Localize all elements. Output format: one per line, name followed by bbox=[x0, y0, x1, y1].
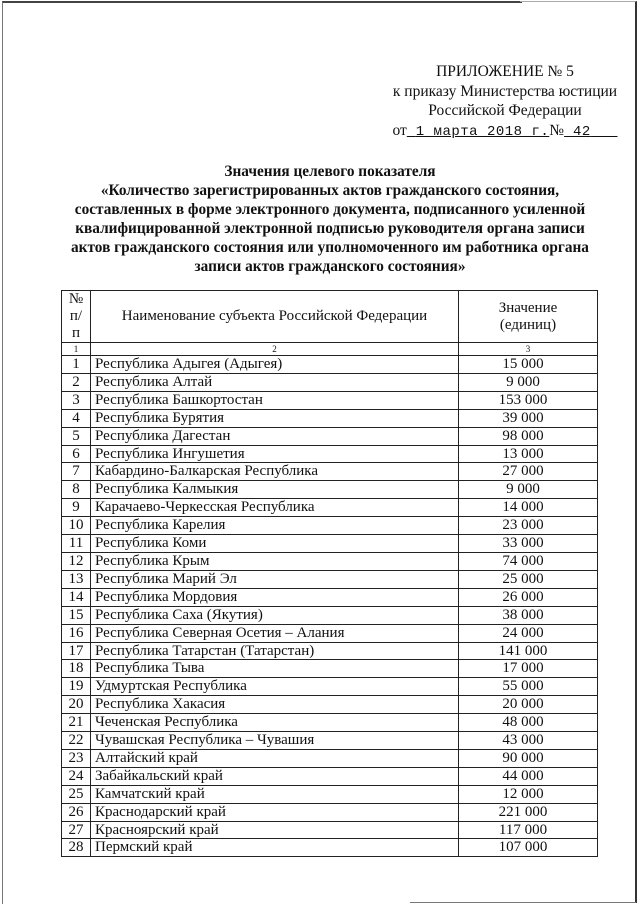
row-number: 19 bbox=[62, 678, 91, 696]
table-row bbox=[62, 588, 598, 606]
subject-name: Республика Тыва bbox=[91, 660, 459, 678]
table-row bbox=[62, 552, 598, 570]
table-row bbox=[62, 660, 598, 678]
table-row bbox=[62, 696, 598, 714]
target-value: 9 000 bbox=[459, 481, 598, 499]
row-number: 16 bbox=[62, 624, 91, 642]
target-value: 98 000 bbox=[459, 427, 598, 445]
table-row bbox=[62, 463, 598, 481]
appendix-label: ПРИЛОЖЕНИЕ № 5 bbox=[436, 63, 574, 80]
table-row bbox=[62, 678, 598, 696]
header-number: № п/п bbox=[62, 291, 91, 343]
document-title bbox=[60, 162, 600, 276]
table-row bbox=[62, 535, 598, 553]
order-number: 42 bbox=[572, 123, 591, 140]
column-index-row bbox=[62, 343, 598, 356]
subject-name: Республика Алтай bbox=[91, 373, 459, 391]
row-number: 26 bbox=[62, 803, 91, 821]
subject-name: Республика Мордовия bbox=[91, 588, 459, 606]
subject-name: Чеченская Республика bbox=[91, 714, 459, 732]
subject-name: Пермский край bbox=[91, 839, 459, 857]
target-value: 23 000 bbox=[459, 517, 598, 535]
row-number: 27 bbox=[62, 821, 91, 839]
subject-name: Республика Татарстан (Татарстан) bbox=[91, 642, 459, 660]
row-number: 28 bbox=[62, 839, 91, 857]
target-value: 74 000 bbox=[459, 552, 598, 570]
subject-name: Краснодарский край bbox=[91, 803, 459, 821]
title-line: Значения целевого показателя bbox=[224, 163, 436, 180]
target-value: 153 000 bbox=[459, 391, 598, 409]
row-number: 13 bbox=[62, 570, 91, 588]
subject-name: Кабардино-Балкарская Республика bbox=[91, 463, 459, 481]
table-row bbox=[62, 767, 598, 785]
column-index: 3 bbox=[459, 343, 598, 356]
target-value: 25 000 bbox=[459, 570, 598, 588]
table-row bbox=[62, 624, 598, 642]
subject-name: Алтайский край bbox=[91, 749, 459, 767]
row-number: 7 bbox=[62, 463, 91, 481]
subject-name: Республика Крым bbox=[91, 552, 459, 570]
subject-name: Республика Бурятия bbox=[91, 409, 459, 427]
header-value: Значение (единиц) bbox=[459, 291, 598, 343]
order-number-label: № bbox=[549, 121, 565, 139]
subject-name: Республика Саха (Якутия) bbox=[91, 606, 459, 624]
row-number: 21 bbox=[62, 714, 91, 732]
header-subject-name: Наименование субъекта Российской Федерации bbox=[91, 291, 459, 343]
title-line: записи актов гражданского состояния» bbox=[194, 258, 466, 275]
target-value: 38 000 bbox=[459, 606, 598, 624]
row-number: 23 bbox=[62, 749, 91, 767]
target-values-table bbox=[61, 290, 598, 857]
table-row bbox=[62, 409, 598, 427]
target-value: 33 000 bbox=[459, 535, 598, 553]
title-line: квалифицированной электронной подписью руководителя органа записи bbox=[75, 220, 585, 237]
row-number: 18 bbox=[62, 660, 91, 678]
subject-name: Удмуртская Республика bbox=[91, 678, 459, 696]
subject-name: Республика Ингушетия bbox=[91, 445, 459, 463]
target-value: 13 000 bbox=[459, 445, 598, 463]
table-row bbox=[62, 821, 598, 839]
subject-name: Республика Карелия bbox=[91, 517, 459, 535]
row-number: 22 bbox=[62, 732, 91, 750]
subject-name: Республика Калмыкия bbox=[91, 481, 459, 499]
target-value: 26 000 bbox=[459, 588, 598, 606]
row-number: 24 bbox=[62, 767, 91, 785]
table-row bbox=[62, 803, 598, 821]
row-number: 3 bbox=[62, 391, 91, 409]
table-row bbox=[62, 517, 598, 535]
table-row bbox=[62, 839, 598, 857]
subject-name: Красноярский край bbox=[91, 821, 459, 839]
subject-name: Республика Коми bbox=[91, 535, 459, 553]
table-row bbox=[62, 785, 598, 803]
subject-name: Карачаево-Черкесская Республика bbox=[91, 499, 459, 517]
row-number: 6 bbox=[62, 445, 91, 463]
order-reference: к приказу Министерства юстиции bbox=[392, 82, 618, 100]
table-row bbox=[62, 391, 598, 409]
table-row bbox=[62, 373, 598, 391]
row-number: 12 bbox=[62, 552, 91, 570]
table-row bbox=[62, 606, 598, 624]
row-number: 11 bbox=[62, 535, 91, 553]
target-value: 43 000 bbox=[459, 732, 598, 750]
row-number: 25 bbox=[62, 785, 91, 803]
page-border-bottom bbox=[410, 902, 636, 903]
row-number: 1 bbox=[62, 356, 91, 374]
subject-name: Республика Северная Осетия – Алания bbox=[91, 624, 459, 642]
title-line: «Количество зарегистрированных актов гражданского состояния, bbox=[100, 182, 560, 199]
subject-name: Забайкальский край bbox=[91, 767, 459, 785]
table-row bbox=[62, 356, 598, 374]
column-index: 2 bbox=[91, 343, 459, 356]
row-number: 9 bbox=[62, 499, 91, 517]
subject-name: Чувашская Республика – Чувашия bbox=[91, 732, 459, 750]
order-prefix: от bbox=[392, 121, 407, 139]
row-number: 20 bbox=[62, 696, 91, 714]
subject-name: Республика Дагестан bbox=[91, 427, 459, 445]
target-value: 55 000 bbox=[459, 678, 598, 696]
target-value: 117 000 bbox=[459, 821, 598, 839]
target-value: 221 000 bbox=[459, 803, 598, 821]
subject-name: Республика Башкортостан bbox=[91, 391, 459, 409]
title-line: составленных в форме электронного документа, подписанного усиленной bbox=[74, 201, 586, 218]
target-value: 141 000 bbox=[459, 642, 598, 660]
table-row bbox=[62, 570, 598, 588]
row-number: 2 bbox=[62, 373, 91, 391]
table-row bbox=[62, 427, 598, 445]
row-number: 10 bbox=[62, 517, 91, 535]
target-value: 39 000 bbox=[459, 409, 598, 427]
approval-block bbox=[370, 62, 640, 142]
table-row bbox=[62, 499, 598, 517]
table-row bbox=[62, 642, 598, 660]
table-row bbox=[62, 732, 598, 750]
target-value: 20 000 bbox=[459, 696, 598, 714]
table-row bbox=[62, 445, 598, 463]
target-value: 9 000 bbox=[459, 373, 598, 391]
target-value: 12 000 bbox=[459, 785, 598, 803]
row-number: 15 bbox=[62, 606, 91, 624]
order-date-line bbox=[370, 121, 640, 143]
target-value: 107 000 bbox=[459, 839, 598, 857]
row-number: 17 bbox=[62, 642, 91, 660]
target-value: 24 000 bbox=[459, 624, 598, 642]
target-value: 48 000 bbox=[459, 714, 598, 732]
row-number: 5 bbox=[62, 427, 91, 445]
subject-name: Республика Адыгея (Адыгея) bbox=[91, 356, 459, 374]
target-value: 44 000 bbox=[459, 767, 598, 785]
title-line: актов гражданского состояния или уполномоченного им работника органа bbox=[71, 239, 589, 256]
row-number: 4 bbox=[62, 409, 91, 427]
subject-name: Камчатский край bbox=[91, 785, 459, 803]
table-row bbox=[62, 714, 598, 732]
target-value: 15 000 bbox=[459, 356, 598, 374]
column-index: 1 bbox=[62, 343, 91, 356]
table-row bbox=[62, 749, 598, 767]
table-header-row bbox=[62, 291, 598, 343]
table-row bbox=[62, 481, 598, 499]
row-number: 14 bbox=[62, 588, 91, 606]
target-value: 90 000 bbox=[459, 749, 598, 767]
subject-name: Республика Хакасия bbox=[91, 696, 459, 714]
target-value: 17 000 bbox=[459, 660, 598, 678]
target-value: 14 000 bbox=[459, 499, 598, 517]
order-date: 1 марта 2018 г. bbox=[415, 123, 550, 140]
row-number: 8 bbox=[62, 481, 91, 499]
ministry-country: Российской Федерации bbox=[428, 102, 582, 119]
target-value: 27 000 bbox=[459, 463, 598, 481]
subject-name: Республика Марий Эл bbox=[91, 570, 459, 588]
